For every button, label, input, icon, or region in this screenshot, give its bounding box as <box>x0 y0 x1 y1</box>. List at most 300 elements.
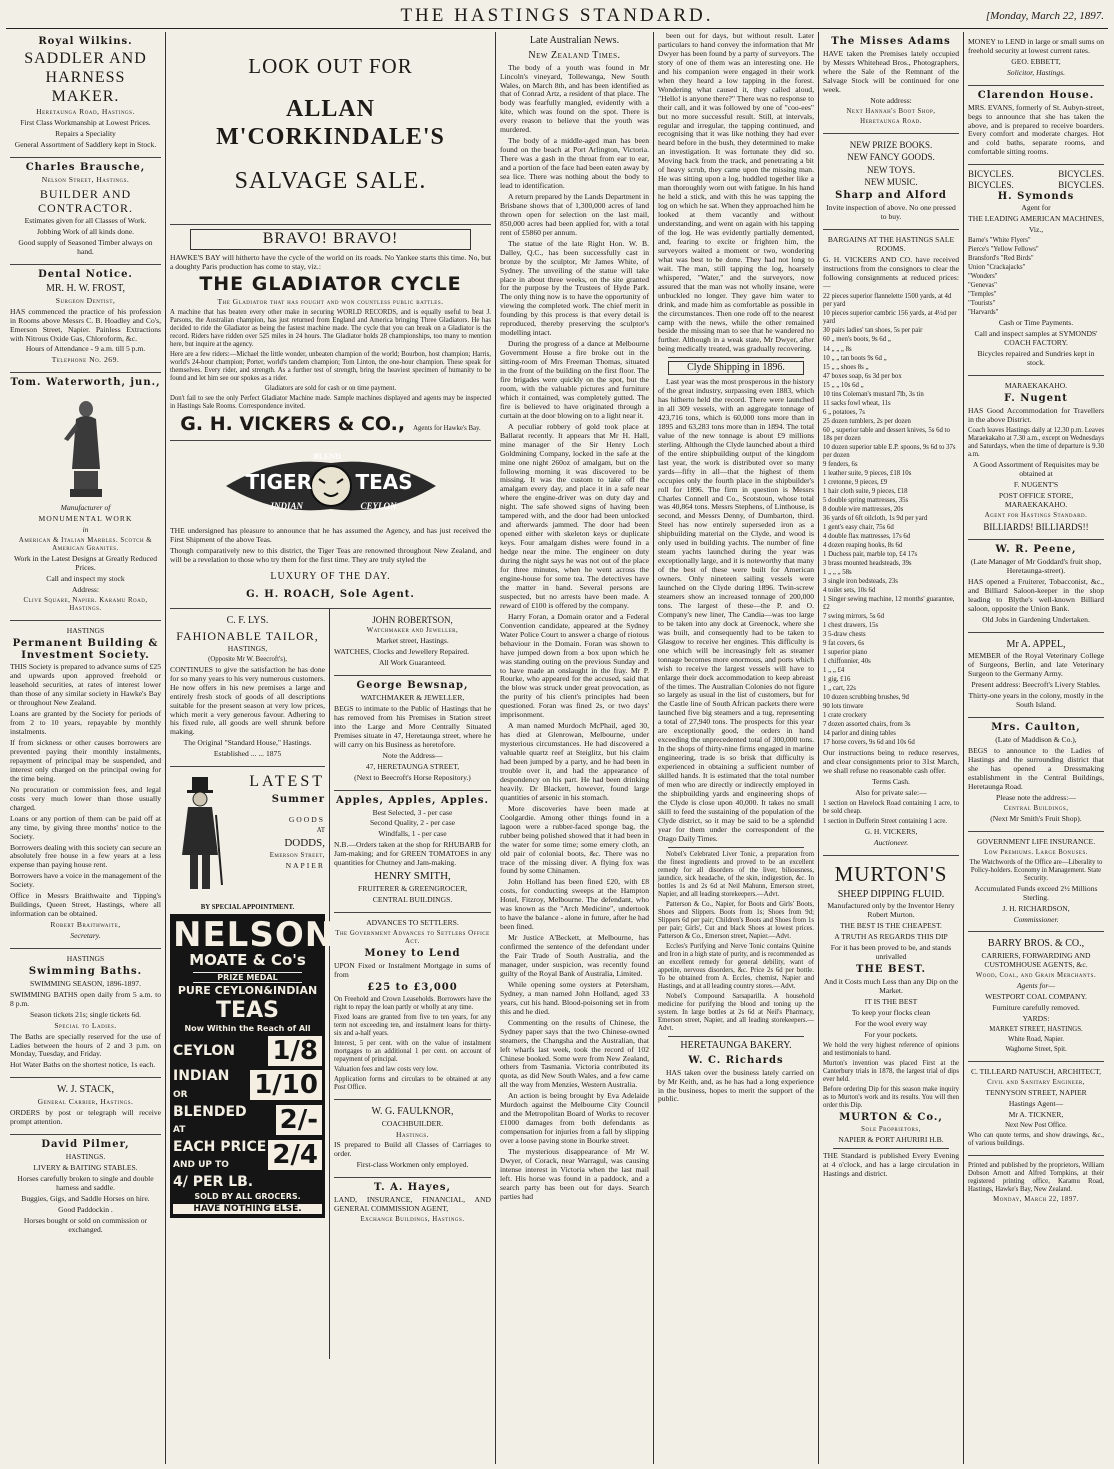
vickers-item: 4 toilet sets, 10s 6d <box>823 586 876 594</box>
ad-dodds-l7: NAPIER <box>285 860 325 870</box>
vickers-item: 1 „ „ „ 58s <box>823 568 852 576</box>
vickers-item: 1 leather suite, 9 pieces, £18 10s <box>823 469 912 477</box>
ad-tilleard <box>968 1062 1104 1156</box>
ad-brausche-line1: Estimates given for all Classes of Work. <box>24 216 147 226</box>
ad-nugent-store-name: F. NUGENT'S <box>1013 479 1059 489</box>
news-paragraph: John Holland has been fined £20, with £8 costs, for conducting sweeps at the Hampton Hotel, Fitzroy, Melbourne. The defendant, who was known as the "Arch Medicine", undertook to have the balance - alone in future, after he had been fined. <box>500 877 649 932</box>
ad-vickers-s2: 1 section in Dufferin Street containing 1 acre. <box>823 818 948 825</box>
ad-gli-name: GOVERNMENT LIFE INSURANCE. <box>976 836 1096 846</box>
ad-waterworth-name: Tom. Waterworth, jun., <box>10 377 161 389</box>
ad-sharp-alford <box>823 134 959 230</box>
ad-settlers-p3: Fixed loans are granted from five to ten years, for any term not exceeding ten, and instalment loans for thirty-six and a-half years. <box>334 1013 491 1037</box>
vickers-item: 1 hair cloth suite, 9 pieces, £18 <box>823 487 908 495</box>
ad-appel-addr: Present address: Beecroft's Livery Stables. <box>971 680 1101 690</box>
ad-murton-p5: For the wool every way <box>854 1018 928 1028</box>
ad-building-town: HASTINGS <box>66 625 105 635</box>
ad-books-body: Invite inspection of above. No one pressed to buy. <box>826 202 956 221</box>
ad-brausche-address: Nelson Street, Hastings. <box>41 175 130 185</box>
ad-vickers-sale: Also for private sale:— <box>855 788 927 798</box>
vickers-item: 3 single iron bedsteads, 23s <box>823 577 898 585</box>
ad-books-name: Sharp and Alford <box>835 189 947 201</box>
ad-caulton <box>968 718 1104 831</box>
vickers-item: 1 gent's easy chair, 75s 6d <box>823 523 894 531</box>
ad-barry-agents: Agents for— <box>1016 981 1056 991</box>
ad-books-l3: NEW TOYS. <box>866 164 915 175</box>
ad-robertson <box>334 609 491 676</box>
ad-caulton-note: Please note the address:— <box>996 792 1076 802</box>
ad-murton <box>823 856 959 1186</box>
ad-vickers-body: G. H. VICKERS AND CO. have received instructions from the consignors to clear the following consignments at reduced prices:— <box>823 254 959 291</box>
ad-stack-body: ORDERS by post or telegraph will receive prompt attention. <box>10 1108 161 1127</box>
ad-gladiator-bravo: BRAVO! BRAVO! <box>190 229 471 250</box>
ad-barry <box>968 932 1104 1062</box>
ad-lys-trade: FAHIONABLE TAILOR, <box>176 628 319 643</box>
ad-gli <box>968 832 1104 933</box>
ad-brausche-line2: Jobbing Work of all kinds done. <box>36 227 135 237</box>
ad-ebbett-body: MONEY to LEND in large or small sums on freehold security at lowest current rates. <box>968 37 1104 55</box>
ad-mccork-l2: ALLAN M'CORKINDALE'S <box>216 95 445 151</box>
vickers-item: 11 sacks fowl wheat, 11s <box>823 399 891 407</box>
vickers-item: 15 „ „ shoes 8s „ <box>823 363 869 371</box>
ad-faulknor-name: W. G. FAULKNOR, <box>371 1105 454 1117</box>
gentleman-figure-icon <box>170 775 230 895</box>
ad-caulton-addr1: Central Buildings, <box>1003 804 1069 812</box>
ad-settlers-p2: On Freehold and Crown Leaseholds. Borrowers have the right to repay the loan partly or wholly at any time. <box>334 995 491 1011</box>
ad-baths-season: SWIMMING SEASON, 1896-1897. <box>30 978 141 988</box>
bakery-body: HAS taken over the business lately carried on by Mr Keith, and, as he has had a long experience in the business, hopes to merit the support of the public. <box>658 1067 814 1104</box>
ad-waterworth-line1: Work in the Latest Designs at Greatly Reduced Prices. <box>14 554 157 572</box>
ad-symonds <box>968 165 1104 376</box>
vickers-item: 14 „ „ „ 8s <box>823 345 852 353</box>
vickers-item: 5 double spring mattresses, 35s <box>823 496 909 504</box>
ad-gladiator-agent-sub: Agents for Hawke's Bay. <box>413 425 481 433</box>
vickers-item: 90 lots tinware <box>823 703 864 711</box>
ad-pilmer-line2: Buggies, Gigs, and Saddle Horses on hire. <box>21 1193 150 1203</box>
ad-murton-role: Sole Proprietors, <box>861 1125 921 1133</box>
ad-dental-name: MR. H. W. FROST, <box>45 282 125 294</box>
ad-murton-addr: NAPIER & PORT AHURIRI H.B. <box>838 1134 944 1144</box>
ad-apples-addr2: CENTRAL BUILDINGS. <box>372 895 453 905</box>
ad-apples <box>334 791 491 913</box>
column-2 <box>166 32 496 1464</box>
ad-dodds <box>170 767 325 900</box>
ad-barry-goods: Wood, Coal, and Grain Merchants. <box>975 972 1097 980</box>
bicycle-makes-list <box>968 237 1104 317</box>
ad-peene-name: W. R. Peene, <box>995 544 1077 556</box>
ad-nugent-coach: Coach leaves Hastings daily at 12.30 p.m. Leaves Maraekakaho at 7.30 a.m., except on Wednesdays and Saturdays, when the time of departure is 9.30 a.m. <box>968 426 1104 458</box>
ad-waterworth-maker: Manufacturer of <box>60 503 111 513</box>
news-paragraph: Mr Justice A'Beckett, at Melbourne, has confirmed the sentence of the defendant under the Fair Trade of South Australia, and the manager, under suspicion, was recently found guilty of the Royal Bank of Australia, Limited. <box>500 933 649 978</box>
news-paragraph: During the progress of a dance at Melbourne Government House a fire broke out in the sitting-room of Mrs Freeman Thomas, situated in the front of the building on the first floor. The fire brigades were quickly on the spot, but the room, with the valuable pictures and furniture which it contained, was completely gutted. The fire is believed to have originated through a curtain at the door blowing on to a light near it. <box>500 339 649 420</box>
ad-bewsnap <box>334 676 491 790</box>
vickers-item: 1 cretonne, 9 pieces, £9 <box>823 478 888 486</box>
ad-gladiator <box>170 225 491 442</box>
ad-building-p3: If from sickness or other causes borrowers are prevented paying their monthly instalments, repayment of principal may be suspended, and interest only charged on the principal owing for the time being. <box>10 738 161 783</box>
ad-nugent-body: HAS Good Accommodation for Travellers in the above District. <box>968 405 1104 424</box>
ad-barry-y1: MARKET STREET, HASTINGS. <box>989 1026 1083 1033</box>
ad-gladiator-p1: HAWKE'S BAY will hitherto have the cycle of the world on its roads. No Yankee starts this time. No, but a doughty Paris production has come to stay, viz.: <box>170 252 491 271</box>
ad-bewsnap-opp: (Next to Beecroft's Horse Repository.) <box>354 772 471 782</box>
ad-vickers-bargains <box>823 230 959 856</box>
monument-statue-icon <box>56 389 116 499</box>
news-paragraph: A return prepared by the Lands Department in Brisbane shows that of 1,300,000 acres of land thrown open for selection on the last mail, 850,000 acres had been applied for, with a total rent of £5860 per annum. <box>500 191 649 237</box>
ad-murton-fluid: SHEEP DIPPING FLUID. <box>837 888 945 900</box>
news-paragraph: An action is being brought by Eva Adelaide Murdoch against the Melbourne City Council and the Metropolitan Board of Works to recover £1000 damages from both defendants as compensation for injuries from a fall by slipping over a loose paving stone in Bourke street. <box>500 1091 649 1146</box>
ad-building-p5: Loans or any portion of them can be paid off at any time, by giving three months' notice to the Society. <box>10 813 161 841</box>
ad-symonds-viz: Viz., <box>1028 225 1044 235</box>
ad-nugent <box>968 376 1104 540</box>
ad-lys-body: CONTINUES to give the satisfaction he has done for so many years to his very numerous customers. He now offers in his new premises a large and entirely fresh stock of goods of all descriptions suitable for the present season at very low prices, which merit a very generous favour. Adhering to his fixed rule, all goods are well shrunk before making. <box>170 664 325 737</box>
nelson-pure: PURE CEYLON&INDIAN <box>177 984 318 998</box>
tiger-ceylon: CEYLON <box>360 501 397 512</box>
ad-ebbett-name: GEO. EBBETT, <box>1011 56 1061 66</box>
ad-caulton-body: BEGS to announce to the Ladies of Hastings and the surrounding district that she has opened a Dressmaking establishment in the Central Buildings, Heretaunga Road. <box>968 745 1104 791</box>
notice-p4: Nobel's Compound Sarsaparilla. A household medicine for purifying the blood and toning up the system. In large bottles at 2s 6d at Neil's Pharmacy, Emerson street, Napier, and all leading storekeepers.—Advt. <box>658 992 814 1032</box>
vickers-item: 1 Singer sewing machine, 12 months' guarantee, £2 <box>823 595 955 611</box>
ad-dodds-l6: Emerson Street, <box>269 851 325 859</box>
vickers-item: 17 horse covers, 9s 6d and 10s 6d <box>823 739 915 747</box>
news-heading: Late Australian News. <box>529 35 620 46</box>
ad-dental-body: HAS commenced the practice of his profession in Rooms above Messrs C. B. Hoadley and Co's, Emerson Street, Napier. Painless Extractions with Nitrous Oxide Gas, Chloroform, &c. <box>10 306 161 343</box>
vickers-item: 10 dozen scrubbing brushes, 9d <box>823 694 909 702</box>
nelson-price-ceylon: CEYLON 1/8 <box>173 1036 322 1067</box>
vickers-item: 10 dozen superior table E.P. spoons, 9s 6d to 37s per dozen <box>823 443 956 459</box>
ad-lys-address: (Opposite Mr W. Beecroft's), <box>208 655 287 663</box>
teas-word: TEAS <box>355 470 413 495</box>
ad-hayes-addr: Exchange Buildings, Hastings. <box>360 1216 465 1224</box>
ad-murton-made: Manufactured only by the Inventor Henry Robert Murton. <box>827 901 955 920</box>
ad-tiger-teas <box>170 441 491 608</box>
ad-nelson-moate <box>170 900 335 1223</box>
ad-baths-p2: Season tickets 21s; single tickets 6d. <box>30 1009 141 1019</box>
news-paragraph: Harry Foran, a Domain orator and a Federal Convention candidate, appeared at the Sydney Water Police Court to answer a charge of riotous behaviour in the Domain. Foran was shown to have jumped down from a box upon which he was standing outing on the previous Sunday and to have made an onslaught in the fray. Mr P. Rourke, who appeared for the accused, said that the blow was struck under great provocation, as the purity of his client's principles had been questioned. Foran was fined 2s, or two days' imprisonment. <box>500 611 649 720</box>
masthead-date: [Monday, March 22, 1897. <box>985 10 1104 22</box>
ad-dodds-l1: LATEST <box>249 773 325 791</box>
ad-peene <box>968 540 1104 632</box>
ad-nugent-assort: A Good Assortment of Requisites may be obtained at <box>972 459 1100 478</box>
ad-faulknor-town: Hastings. <box>396 1129 429 1139</box>
ad-books-l1: NEW PRIZE BOOKS. <box>849 139 933 150</box>
ad-nugent-name: F. Nugent <box>1004 393 1068 405</box>
ad-gli-role: Commissioner. <box>1013 914 1059 924</box>
ad-clarendon <box>968 86 1104 166</box>
nelson-price-indian: INDIAN OR 1/10 <box>173 1068 322 1101</box>
ad-pilmer-line1: Horses carefully broken to single and double harness and saddle. <box>17 1173 154 1192</box>
ad-vickers-sign: G. H. VICKERS, <box>864 827 918 837</box>
ad-barry-furn: Furniture carefully removed. <box>992 1003 1080 1013</box>
vickers-item: 1 superior piano <box>823 649 868 657</box>
column-3-news <box>496 32 654 1464</box>
ad-baths-p4: Hot Water Baths on the shortest notice, 1s each. <box>10 1060 156 1070</box>
ad-settlers-amt: £25 to £3,000 <box>367 981 458 993</box>
ad-tilleard-agent-name: Mr A. TICKNER, <box>1008 1109 1064 1119</box>
ad-bewsnap-note: Note the Address— <box>382 750 443 760</box>
vickers-item: 1 „ „ £4 <box>823 667 845 675</box>
ad-peene-late: (Late Manager of Mr Goddard's fruit shop, Heretaunga-street). <box>970 557 1102 575</box>
news-paragraphs-2 <box>500 934 649 1202</box>
ad-building-p6: Borrowers dealing with this society can secure an absolutely free house in a few years at a less expense than paying house rent. <box>10 842 161 870</box>
ad-building-p1: THIS Society is prepared to advance sums of £25 and upwards upon approved freehold or leasehold securities, at rates of interest lower than those of any similar society in Hawke's Bay or throughout New Zealand. <box>10 662 161 708</box>
ad-bewsnap-body: BEGS to intimate to the Public of Hastings that he has removed from his Premises in Station street into the Large and More Centrally Situated Premises situate in 47, Heretaunga street, where he will carry on his Business as heretofore. <box>334 704 491 749</box>
bicycle-make: Pierce's "Yellow Fellows" <box>968 246 1039 254</box>
tiger-indian: INDIAN <box>270 501 304 512</box>
ad-pilmer-name: David Pilmer, <box>41 1139 130 1151</box>
ad-waterworth-marbles: American & Italian Marbles. Scotch & American Granites. <box>18 536 153 552</box>
nelson-price-blended: BLENDED AT 2/- <box>173 1104 322 1137</box>
ad-hayes-name: T. A. Hayes, <box>373 1182 452 1194</box>
ad-appel-name: Mr A. APPEL, <box>1006 638 1066 650</box>
ad-murton-sign: MURTON & Co., <box>839 1111 943 1123</box>
ad-apples-name2: HENRY SMITH, <box>374 870 451 883</box>
ad-bewsnap-trade: WATCHMAKER & JEWELLER, <box>360 693 465 703</box>
ad-stack <box>10 1078 161 1135</box>
ad-gli-low: Low Premiums. Large Bonuses. <box>984 848 1088 856</box>
ad-murton-p6: For your pockets. <box>864 1029 918 1039</box>
ad-symonds-agent: Agent for <box>1021 203 1051 213</box>
ad-adams <box>823 32 959 134</box>
column-6 <box>964 32 1108 1464</box>
ad-waterworth-work: MONUMENTAL WORK <box>38 514 133 524</box>
vickers-item: 14 parlor and dining tables <box>823 730 896 738</box>
ad-symonds-name: H. Symonds <box>997 190 1075 202</box>
ad-gli-sign: J. H. RICHARDSON, <box>1002 903 1070 913</box>
nelson-price-each: EACH PRICE AND UP TO 2/4 <box>173 1139 322 1172</box>
ad-murton-p2: And it Costs much Less than any Dip on the Market. <box>823 977 959 995</box>
vickers-item: 1 chiffonnier, 40s <box>823 658 871 666</box>
ad-baths-ladies-head: Special to Ladies. <box>54 1020 117 1030</box>
bicycle-make: Barne's "White Flyers" <box>968 237 1031 245</box>
ad-tilleard-role: Civil and Sanitary Engineer, <box>987 1079 1085 1086</box>
ad-vickers-s1: 1 section on Havelock Road containing 1 acre, to be sold cheap. <box>823 799 959 815</box>
ad-lys <box>170 609 325 767</box>
vickers-item: 10 tins Coleman's mustard 7lb, 3s tin <box>823 390 924 398</box>
ad-hayes-body: LAND, INSURANCE, FINANCIAL, AND GENERAL COMMISSION AGENT, <box>334 1195 491 1214</box>
vickers-item: 9 fat covers, 6s <box>823 640 865 648</box>
ad-vickers-terms: Terms Cash. <box>872 777 910 787</box>
ad-adams-addr1: Next Hannah's Boot Shop, <box>846 107 936 115</box>
ad-mccork-l3: SALVAGE SALE. <box>234 168 427 195</box>
nelson-co: MOATE & Co's <box>189 951 306 970</box>
ad-pilmer-town: HASTINGS. <box>65 1151 106 1161</box>
ad-baths-town: HASTINGS <box>66 954 105 964</box>
ad-apples-body: N.B.—Orders taken at the shop for RHUBARB for Jam-making; and for GREEN TOMATOES in any quantities for Chutney and Jam-making. <box>334 840 491 868</box>
ad-settlers-name: Money to Lend <box>364 948 461 960</box>
ad-peene-body: HAS opened a Fruiterer, Tobacconist, &c., and Billiard Saloon-keeper in the shop leading to Blythe's well-known Billiard saloon, opposite the Union Bank. <box>968 576 1104 613</box>
columns <box>6 32 1108 1464</box>
news-paragraph: The statue of the late Right Hon. W. B. Dalley, Q.C., has been successfully cast in bronze by the sculptor, Mr James White, of Sydney. The unveiling of the statue will take place in about three weeks, on the site granted for the purpose by the Trustees of Hyde Park. The only thing now is to have the opportunity of viewing the completed work. The chief merit in founding by this process is that every detail is reproduced, thereby preserving the sculptor's modelling intact. <box>500 238 649 338</box>
ad-wilkins-line1: First Class Workmanship at Lowest Prices. <box>20 118 151 128</box>
ad-tilleard-agent-addr: Next New Post Office. <box>1005 1121 1067 1129</box>
ad-apples-name: Apples, Apples, Apples. <box>335 794 489 806</box>
col2-lower-left <box>170 609 335 1359</box>
ad-gladiator-p5: Don't fail to see the only Perfect Gladiator Machine made. Sample machines displayed and agents may be inspected in Hastings Sale Rooms. Correspondence invited. <box>170 395 491 411</box>
ad-waterworth-address-label: Address: <box>72 584 99 594</box>
nelson-none: HAVE NOTHING ELSE. <box>173 1204 322 1215</box>
ad-lys-est: Established ... ... 1875 <box>213 749 282 759</box>
ad-gladiator-p3: Here are a few riders:—Michael the little wonder, unbeaten champion of the world; Bourbon, host champion; Harris, world's 24-hour champion; Porter, world's tandem champion; Tom Linton, the one-hour champion. These speak for themselves. Every rider, and strength. As a further test of strength, bring the heaviest specimen of humanity to be found and let him see our spokes as a rider. <box>170 350 491 382</box>
column-1 <box>6 32 166 1464</box>
ad-pilmer-line4: Horses bought or sold on commission or exchanged. <box>23 1215 148 1234</box>
ad-clarendon-name: Clarendon House. <box>977 89 1095 101</box>
ad-dodds-l5: DODDS, <box>284 836 325 849</box>
column-5 <box>819 32 964 1464</box>
ad-gladiator-p4: Gladiators are sold for cash or on time payment. <box>264 384 397 392</box>
ad-tilleard-addr: TENNYSON STREET, NAPIER <box>985 1088 1087 1098</box>
ad-waterworth-in: in <box>82 525 89 535</box>
notice-p2: Patterson & Co., Napier, for Boots and Girls' Boots, Shoes and Slippers. Boots from 1s; Shoes from 9d; Slippers 6d per pair; Children's Boots and Shoes from 1s per pair; Girls', Cut and black Shoes at lowest prices. Patterson & Co., Emerson street, Napier.—Advt. <box>658 900 814 940</box>
news-paragraph: The mysterious disappearance of Mr W. Dwyer, of Corack, near Warragul, was causing intense interest in Victoria when the last mail left. His horse was found in a paddock, and a search party has been out for days. Search parties had <box>500 1147 649 1201</box>
ad-baths-p1: SWIMMING BATHS open daily from 5 a.m. to 8 p.m. <box>10 989 161 1008</box>
ad-faulknor-trade: COACHBUILDER. <box>381 1118 444 1128</box>
bicycle-make: "Temples" <box>968 291 997 299</box>
ad-stack-name: W. J. STACK, <box>57 1084 114 1096</box>
ad-gli-funds: Accumulated Funds exceed 2½ Millions Sterling. <box>974 883 1098 902</box>
ad-dental-phone: Telephone No. 269. <box>51 355 120 365</box>
vickers-item: 7 dozen assorted chairs, from 3s <box>823 721 911 729</box>
ad-caulton-name: Mrs. Caulton, <box>991 722 1081 734</box>
vickers-item: 9 fenders, 6s <box>823 460 858 468</box>
ad-appel-body: MEMBER of the Royal Veterinary College of Surgeons, Berlin, and late Veterinary Surgeon to the Germany Army. <box>968 651 1104 679</box>
ad-building-p7: Borrowers have a voice in the management of the Society. <box>10 871 161 890</box>
ad-ebbett <box>968 32 1104 86</box>
vickers-item: 60 „ superior table and dessert knives, 5s 6d to 18s per dozen <box>823 426 950 442</box>
vickers-item: 1 crate crockery <box>823 712 867 720</box>
imprint <box>968 1156 1104 1211</box>
bakery-name: W. C. Richards <box>688 1054 784 1066</box>
ad-wilkins-line3: General Assortment of Saddlery kept in Stock. <box>14 140 157 150</box>
masthead-title: THE HASTINGS STANDARD. <box>400 5 714 26</box>
ad-caulton-addr2: (Next Mr Smith's Fruit Shop). <box>990 813 1082 823</box>
ad-robertson-address: Market street, Hastings. <box>376 636 449 646</box>
ad-tilleard-name: C. TILLEARD NATUSCH, ARCHITECT, <box>970 1067 1102 1077</box>
ad-waterworth-line2: Call and inspect my stock <box>46 573 125 583</box>
ad-brausche-name: Charles Brausche, <box>25 162 146 174</box>
ad-murton-p9: Before ordering Dip for this season make inquiry as to Murton's work and its results. You will then order this Dip. <box>823 1085 959 1109</box>
nelson-tea-panel <box>170 914 335 1218</box>
imprint-body: Printed and published by the proprietors, William Dobson Arnott and Alfred Tompkins, at their registered printing office, Karamu Road, Hastings, Hawke's Bay, New Zealand. <box>968 1161 1104 1193</box>
ad-nugent-agent: Agent for Hastings Standard. <box>984 511 1088 519</box>
ad-nugent-town: MARAEKAKAHO. <box>1004 381 1068 391</box>
ad-building-p8: Office in Messrs Braithwaite and Tipping's Buildings, Queen Street, Hastings, where all information can be obtained. <box>10 891 161 919</box>
ad-dental-hours: Hours of Attendance - 9 a.m. till 5 p.m. <box>25 344 146 354</box>
ad-lys-name: C. F. LYS. <box>226 614 269 626</box>
ad-apples-l2: Second Quality, 2 - per case <box>369 818 456 828</box>
vickers-item: 3 brass mounted headsteads, 39s <box>823 559 912 567</box>
vickers-item: 30 pairs ladies' tan shoes, 5s per pair <box>823 327 923 335</box>
ad-tilleard-body: Who can quote terms, and show drawings, &c., of various buildings. <box>968 1131 1104 1147</box>
vickers-item: 6 „ potatoes, 7s <box>823 408 865 416</box>
ad-books-l4: NEW MUSIC. <box>864 177 918 188</box>
ad-dodds-l2: Summer <box>271 794 325 806</box>
ad-gladiator-name: THE GLADIATOR CYCLE <box>199 273 462 296</box>
ad-lys-town: HASTINGS, <box>227 643 268 653</box>
news-subheading: New Zealand Times. <box>528 49 621 61</box>
ad-books-l2: NEW FANCY GOODS. <box>847 152 935 163</box>
ad-dental-title: Surgeon Dentist, <box>55 295 116 305</box>
ad-wilkins <box>10 32 161 158</box>
ad-dodds-l3: GOODS <box>288 814 325 824</box>
ad-building-sign: Robert Braithwaite, <box>50 920 121 930</box>
ad-ebbett-title: Solicitor, Hastings. <box>1006 67 1065 77</box>
ad-settlers-head: ADVANCES TO SETTLERS. <box>366 918 459 928</box>
ad-building-p2: Loans are granted by the Society for periods of from 2 to 10 years, repayable by monthly instalments. <box>10 709 161 737</box>
vickers-item: 7 swing mirrors, 5s 6d <box>823 612 884 620</box>
ad-settlers-body: UPON Fixed or Instalment Mortgage in sums of from <box>334 960 491 979</box>
vickers-item: 10 pieces superior cambric 156 yards, at 4½d per yard <box>823 310 957 326</box>
ad-barry-y3: Waghorne Street, Spit. <box>1005 1046 1067 1054</box>
ad-murton-name: MURTON'S <box>834 861 948 886</box>
vickers-item: 1 gig, £16 <box>823 676 851 684</box>
ad-barry-coal: WESTPORT COAL COMPANY. <box>985 992 1087 1002</box>
nelson-teas: TEAS <box>216 998 279 1024</box>
ad-pilmer-line3: Good Paddockin . <box>58 1204 113 1214</box>
ad-waterworth <box>10 373 161 620</box>
ad-barry-y2: White Road, Napier. <box>1008 1036 1064 1044</box>
ad-tiger-agent: G. H. ROACH, Sole Agent. <box>246 589 415 601</box>
ad-baths <box>10 949 161 1078</box>
standard-notice: THE Standard is published Every Evening at 4 o'clock, and has a large circulation in Hastings and district. <box>823 1150 959 1178</box>
ad-faulknor-body: IS prepared to Build all Classes of Carriages to order. <box>334 1140 491 1159</box>
nelson-name: NELSON <box>173 915 335 956</box>
ad-appel-years: Thirty-one years in the colony, mostly in the South Island. <box>968 691 1104 710</box>
vickers-item: 1 chest drawers, 15s <box>823 621 879 629</box>
news-paragraph: The body of a middle-aged man has been found on the beach at Port Arlington, Victoria. There was a gash in the throat from ear to ear, and a portion of the face had been eaten away by sea lice. There was nothing about the body to lead to identification. <box>500 136 649 190</box>
nelson-medal: PRIZE MEDAL <box>193 972 302 983</box>
ad-robertson-guar: All Work Guaranteed. <box>379 658 446 668</box>
ad-bewsnap-addr: 47, HERETAUNGA STREET, <box>365 761 460 771</box>
ad-barry-name: BARRY BROS. & CO., <box>987 938 1085 950</box>
bicycle-make: "Tourists" <box>968 300 996 308</box>
bicycles-header: BICYCLES. BICYCLES. BICYCLES. BICYCLES. <box>968 169 1104 190</box>
ad-vickers-p2: Our instructions being to reduce reserves, and clear consignments prior to 31st March, we shall refuse no reasonable cash offer. <box>823 748 959 776</box>
ad-nugent-store: POST OFFICE STORE, MARAEKAKAHO. <box>998 490 1074 509</box>
ad-appel <box>968 633 1104 719</box>
ad-apples-l1: Best Selected, 3 - per case <box>372 807 453 817</box>
ad-vickers-role: Auctioneer. <box>873 837 909 847</box>
bakery-head: HERETAUNGA BAKERY. <box>680 1040 792 1052</box>
vickers-item: 1 „ cart, 22s <box>823 685 856 693</box>
ad-gladiator-agent: G. H. VICKERS & CO., <box>180 413 406 436</box>
ad-caulton-late: (Late of Maddison & Co.), <box>995 735 1077 744</box>
news-continued: been out for days, but without result. Later particulars to hand convey the information that Mr Dwyer has been found by a party of surveyors. The story of one of them was an interesting one. He and his companion were engaged in their work when they heard a low tapping in the forest. Wondering what caused it, they called aloud, "Hello! is anyone there?" There was no response to their call, and it was followed by one of "coo-ees" but no more successful result. Still, at intervals, regular and irregular, the tapping continued, and recognising that it was like nothing they had ever heard before in the bush, they determined to make an investigation. It was fortunate they did so. Moving back from the track, and penetrating a bit of heavy scrub, they came upon the missing man. He was sitting upon a log, huddled together like a man thoroughly worn out with fatigue. In his hand he held a stick, and with this he was tapping the log on which he sat. When they approached him he looked at them vacantly and without understanding, and went on again with his tapping of the log. He was evidently partially demented, and, fearing to excite or frighten him, the surveyors waited a moment or two, wondering what was best to be done. They had not long to wait. The man, still tapping the log, hoarsely whispered, "Water," and the surveyors, now assured that the man was not wholly insane, were unbuckled no longer. They gave him water to drink, and made him as comfortable as possible in the circumstances. Then one rode off to the nearest camp with the news, while the other remained beside the missing man to see that he wandered no further. Although in a weak state, Mr Dwyer, after being medically treated, was gradually recovering. <box>658 32 814 354</box>
ad-baths-p3: The Baths are specially reserved for the use of Ladies between the hours of 2 and 3 p.m. on Monday, Tuesday, and Friday. <box>10 1031 161 1059</box>
nelson-sold: SOLD BY ALL GROCERS. <box>194 1192 301 1202</box>
tiger-blend: BLEND <box>313 452 342 462</box>
ad-nugent-billiards: BILLIARDS! BILLIARDS!! <box>983 521 1089 532</box>
ad-building-name: Permanent Building & Investment Society. <box>12 637 159 661</box>
ad-barry-body: CARRIERS, FORWARDING AND CUSTOMHOUSE AGENTS, &c. <box>981 951 1091 970</box>
ad-lys-orig: The Original "Standard House," Hastings. <box>183 738 312 748</box>
col2-lower-right <box>330 609 491 1359</box>
ad-settlers-sub: The Government Advances to Settlers Office Act. <box>335 930 490 946</box>
ad-faulknor-line: First-class Workmen only employed. <box>356 1160 469 1170</box>
ad-faulknor <box>334 1100 491 1179</box>
ad-murton-best: THE BEST IS THE CHEAPEST. <box>840 921 942 931</box>
ad-robertson-body: WATCHES, Clocks and Jewellery Repaired. <box>334 647 469 657</box>
vickers-item: 22 pieces superior flannelette 1500 yards, at 4d per yard <box>823 293 952 309</box>
ad-nelson-appt: BY SPECIAL APPOINTMENT. <box>200 904 295 912</box>
ad-brausche <box>10 158 161 265</box>
bicycle-make: Bransford's "Red Birds" <box>968 255 1034 263</box>
ad-robertson-trade: Watchmaker and Jeweller, <box>366 627 459 635</box>
ad-stack-title: General Carrier, Hastings. <box>37 1097 134 1107</box>
news-paragraph: The body of a youth was found in Mr Lincoln's vineyard, Tollewanga, New South Wales, on March 8th, and has been identified as that of Conrad Artz, a resident of that place. The body was fearfully mangled, evidently with a kite, which was found on the spot. There is every reason to believe that the youth was murdered. <box>500 62 649 135</box>
news-paragraphs <box>500 64 649 933</box>
ad-adams-name: The Misses Adams <box>831 36 951 47</box>
ad-tiger-p1: THE undersigned has pleasure to announce that he has assumed the Agency, and has just received the First Shipment of the above Teas. <box>170 526 491 545</box>
ad-settlers-p6: Application forms and circulars to be obtained at any Post Office. <box>334 1075 491 1091</box>
tiger-word: TIGER <box>245 470 313 495</box>
